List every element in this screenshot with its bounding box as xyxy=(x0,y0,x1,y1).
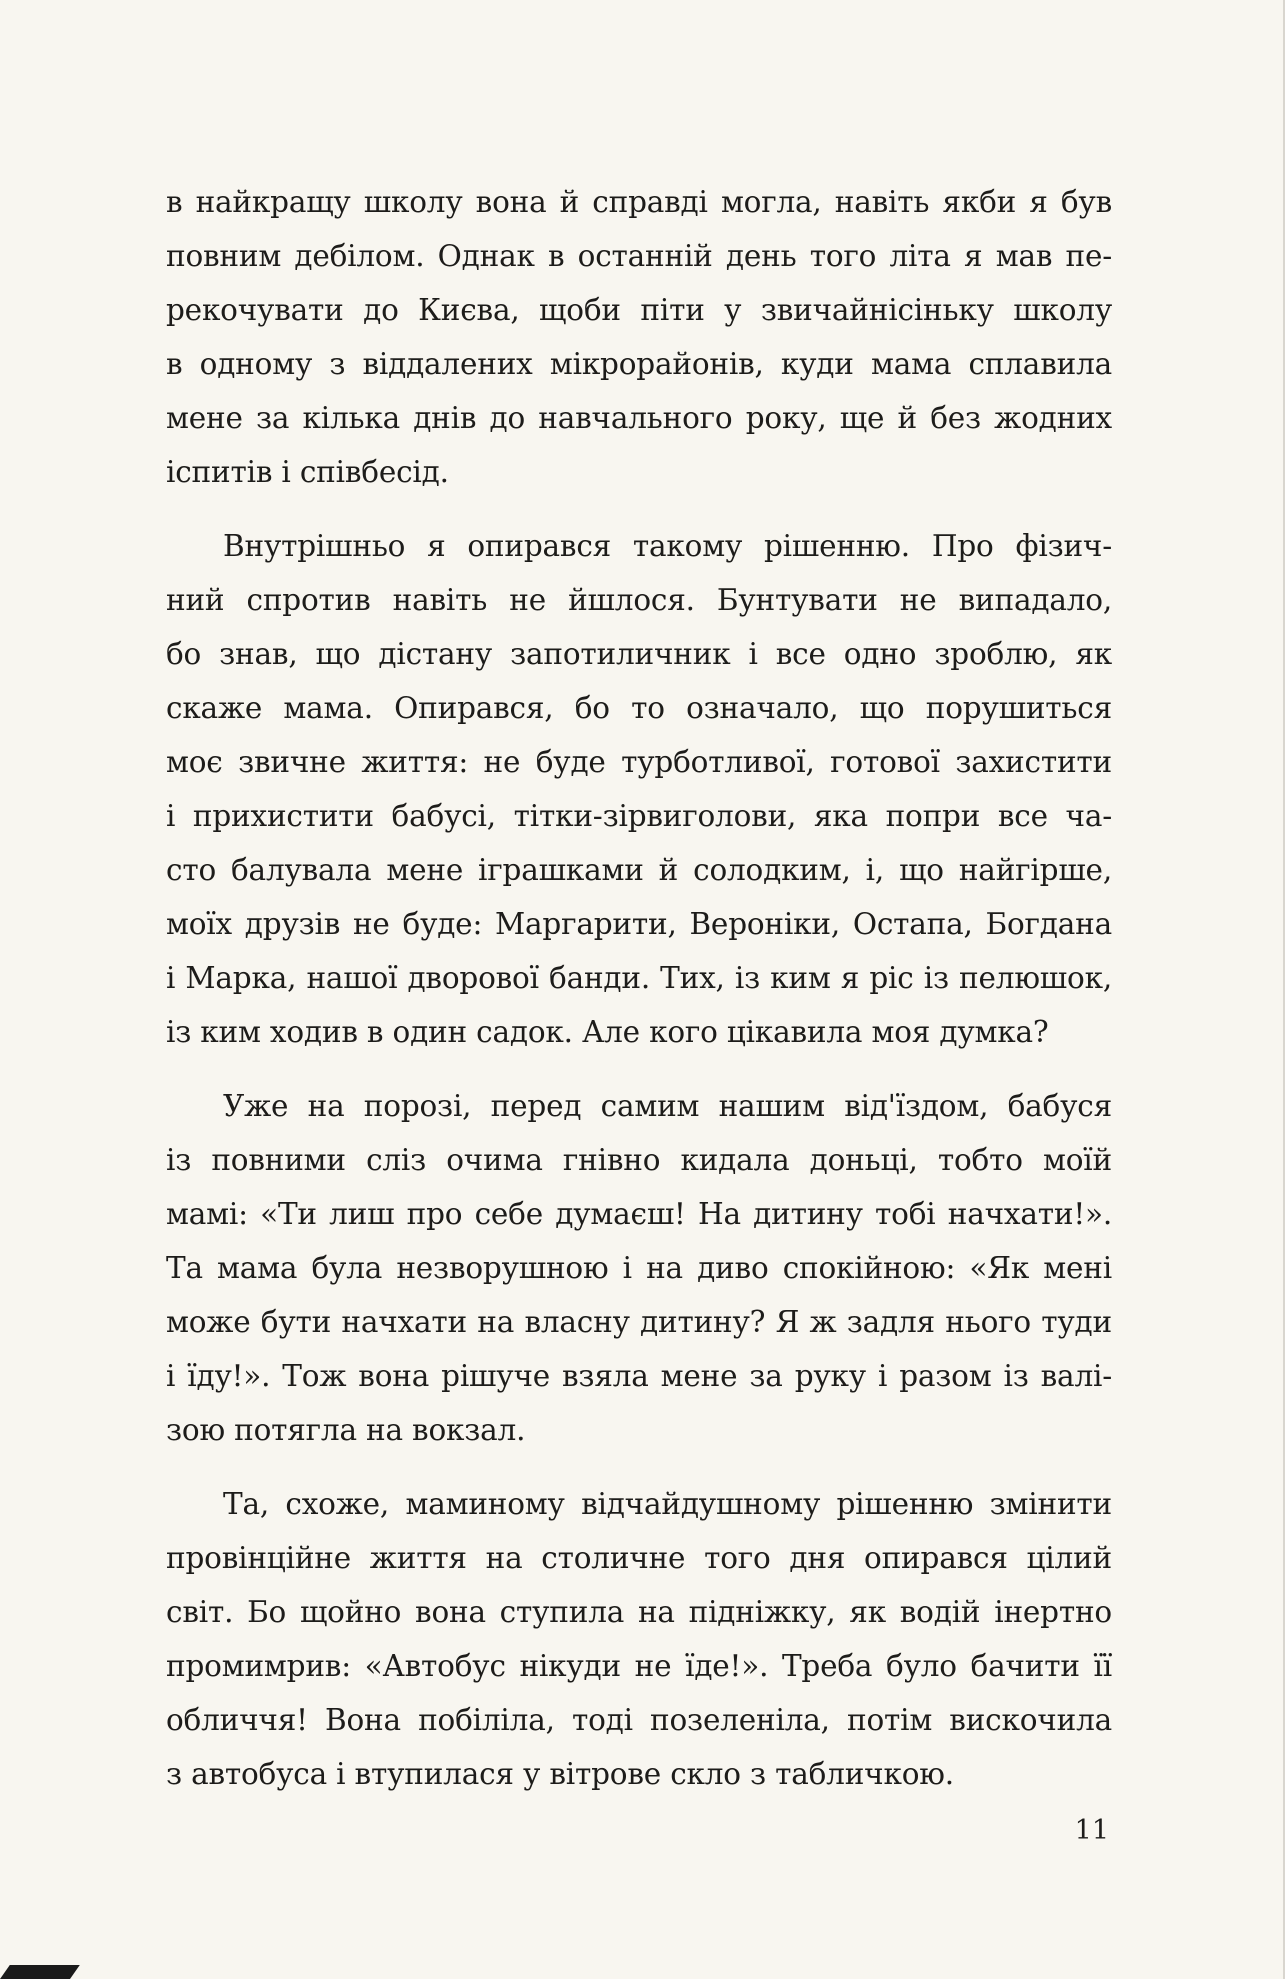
text-line: обличчя! Вона побіліла, тоді позеленіла, потім вискочила xyxy=(166,1703,1112,1737)
text-line: із повними сліз очима гнівно кидала доньці, тобто моїй xyxy=(166,1143,1112,1177)
text-line: бо знав, що дістану запотиличник і все одно зроблю, як xyxy=(166,637,1112,671)
text-line: скаже мама. Опирався, бо то означало, що порушиться xyxy=(166,691,1112,725)
text-line: світ. Бо щойно вона ступила на підніжку, як водій інертно xyxy=(166,1595,1112,1629)
text-line: з автобуса і втупилася у вітрове скло з табличкою. xyxy=(166,1757,954,1791)
text-block xyxy=(166,175,1112,1821)
text-line: повним дебілом. Однак в останній день того літа я мав пе- xyxy=(166,239,1112,273)
text-line: із ким ходив в один садок. Але кого цікавила моя думка? xyxy=(166,1015,1049,1049)
text-line: провінційне життя на столичне того дня опирався цілий xyxy=(166,1541,1112,1575)
text-line: і прихистити бабусі, тітки-зірвиголови, яка попри все ча- xyxy=(166,799,1112,833)
text-line: зою потягла на вокзал. xyxy=(166,1413,526,1447)
text-line: сто балувала мене іграшками й солодким, і, що найгірше, xyxy=(166,853,1112,887)
paragraph-2 xyxy=(166,519,1112,1059)
paragraph-1 xyxy=(166,175,1112,499)
text-line: мамі: «Ти лиш про себе думаєш! На дитину тобі начхати!». xyxy=(166,1197,1112,1231)
text-line: в одному з віддалених мікрорайонів, куди мама сплавила xyxy=(166,347,1112,381)
text-line: ний спротив навіть не йшлося. Бунтувати не випадало, xyxy=(166,583,1112,617)
text-line: може бути начхати на власну дитину? Я ж задля нього туди xyxy=(166,1305,1112,1339)
scan-shadow xyxy=(0,1965,80,1979)
text-line: і Марка, нашої дворової банди. Тих, із ким я ріс із пелюшок, xyxy=(166,961,1112,995)
text-line: Внутрішньо я опирався такому рішенню. Про фізич- xyxy=(223,529,1112,563)
text-line: Та мама була незворушною і на диво спокійною: «Як мені xyxy=(166,1251,1112,1285)
paragraph-4 xyxy=(166,1477,1112,1801)
text-line: іспитів і співбесід. xyxy=(166,455,449,489)
text-line: Уже на порозі, перед самим нашим від'їздом, бабуся xyxy=(223,1089,1112,1123)
text-line: моє звичне життя: не буде турботливої, готової захистити xyxy=(166,745,1112,779)
text-line: мене за кілька днів до навчального року, ще й без жодних xyxy=(166,401,1112,435)
paragraph-3 xyxy=(166,1079,1112,1457)
text-line: Та, схоже, маминому відчайдушному рішенню змінити xyxy=(223,1487,1112,1521)
text-line: моїх друзів не буде: Маргарити, Вероніки, Остапа, Богдана xyxy=(166,907,1112,941)
text-line: рекочувати до Києва, щоби піти у звичайнісіньку школу xyxy=(166,293,1112,327)
text-line: і їду!». Тож вона рішуче взяла мене за руку і разом із валі- xyxy=(166,1359,1112,1393)
text-line: промимрив: «Автобус нікуди не їде!». Треба було бачити її xyxy=(166,1649,1112,1683)
text-line: в найкращу школу вона й справді могла, навіть якби я був xyxy=(166,185,1112,219)
page-number: 11 xyxy=(1074,1815,1109,1846)
